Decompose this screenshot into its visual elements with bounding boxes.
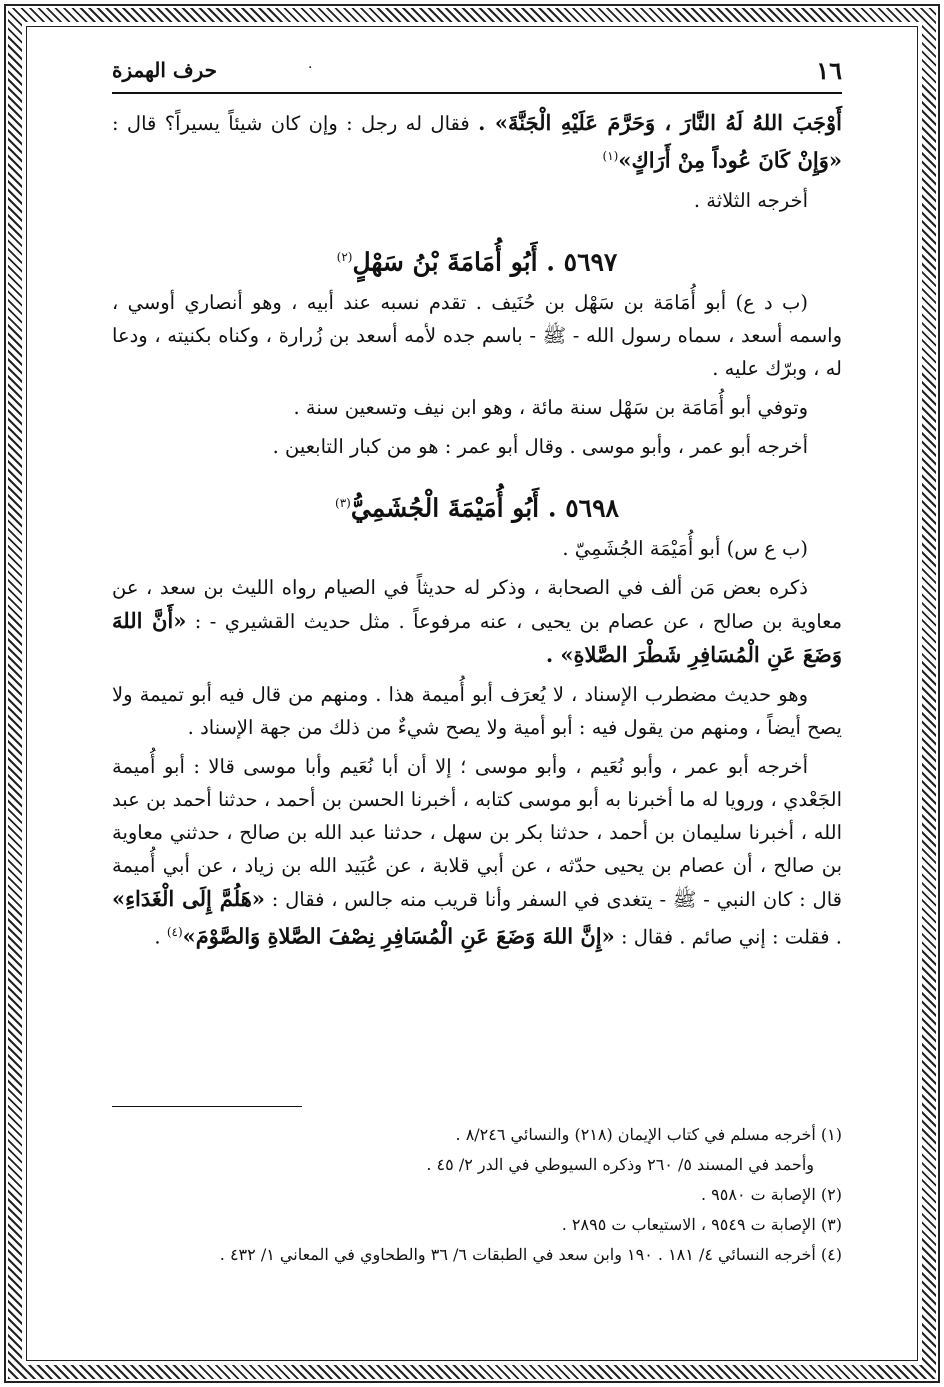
footnotes [112,1120,842,1270]
paragraph-4: وتوفي أبو أُمَامَة بن سَهْل سنة مائة ، وهو ابن نيف وتسعين سنة . [293,395,808,419]
paragraph-3: (ب د ع) أبو أُمَامَة بن سَهْل بن حُنَيف . تقدم نسبه عند أبيه ، وهو أنصاري أوسي ، واسمه أسعد ، سماه رسول الله - ﷺ - باسم جده لأمه أسعد بن زُرارة ، وكناه بكنيته ، ودعا له ، وبرّك عليه . [112,290,842,380]
paragraph-5: أخرجه أبو عمر ، وأبو موسى . وقال أبو عمر : هو من كبار التابعين . [272,434,808,458]
paragraph-text: . [154,925,167,949]
paragraph-text: أخرجه أبو عمر ، وأبو نُعَيم ، وأبو موسى ؛ إلا أن أبا نُعَيم وأبا موسى قالا : أبو أُميمة الجَعْدي ، ورويا له ما أخبرنا به أبو موسى كتابه ، أخبرنا الحسن بن أحمد ، حدثنا أحمد بن عبد الله ، أخبرنا سليمان بن أحمد ، حدثنا بكر بن سهل ، حدثنا عبد الله بن صالح ، حدثني معاوية بن صالح ، أن عصام بن يحيى حدّثه ، عن أبي قلابة ، عن عُبَيد الله بن زياد ، عن أبي أُميمة قال : كان النبي - ﷺ - يتغدى في السفر وأنا قريب منه جالس ، فقال : [112,755,842,912]
footnote-ref: (١) [602,149,619,163]
footnote-1: (١) أخرجه مسلم في كتاب الإيمان (٢١٨) والنسائي ٨/٢٤٦ . [455,1125,842,1144]
footnote-2: (٢) الإصابة ت ٩٥٨٠ . [700,1185,842,1204]
entry-title: ٥٦٩٨ . أَبُو أُمَيْمَةَ الْجُشَمِيُّ [350,493,619,523]
hadith-quote: أَوْجَبَ اللهُ لَهُ النَّارَ ، وَحَرَّمَ عَلَيْهِ الْجَنَّةَ» . [478,110,842,135]
footnote-1-continued: وأحمد في المسند ٥/ ٢٦٠ وذكره السيوطي في الدر ٢/ ٤٥ . [426,1155,814,1174]
paragraph-text: ذكره بعض مَن ألف في الصحابة ، وذكر له حديثاً في الصيام رواه الليث بن سعد ، عن معاوية بن صالح ، عن عصام بن يحيى ، عنه مرفوعاً . مثل حديث القشيري - : [112,576,843,634]
book-page [112,52,842,1342]
footnote-separator [112,1106,302,1107]
footnote-3: (٣) الإصابة ت ٩٥٤٩ ، الاستيعاب ت ٢٨٩٥ . [561,1215,842,1234]
hadith-quote: «أَنَّ اللهَ وَضَعَ عَنِ الْمُسَافِرِ شَطْرَ الصَّلاةِ» . [112,608,842,668]
paragraph-2: أخرجه الثلاثة . [693,188,808,212]
entry-heading-5698 [112,483,842,528]
hadith-quote: «إِنَّ اللهَ وَضَعَ عَنِ الْمُسَافِرِ نِصْفَ الصَّلاةِ وَالصَّوْمَ» [182,923,615,949]
hadith-quote: «هَلُمَّ إِلَى الْغَدَاءِ» [112,886,265,912]
entry-title: ٥٦٩٧ . أَبُو أُمَامَةَ بْنُ سَهْلٍ [352,246,618,276]
paragraph-9 [112,750,842,954]
footnote-4: (٤) أخرجه النسائي ٤/ ١٨١ . ١٩٠ وابن سعد في الطبقات ٦/ ٣٦ والطحاوي في المعاني ١/ ٤٣٢ . [219,1245,842,1264]
page-header [112,52,842,94]
running-title: حرف الهمزة [112,58,218,82]
footnote-ref: (٢) [336,249,353,264]
paragraph-1 [112,106,842,178]
paragraph-7 [112,571,842,672]
paragraph-text: . فقلت : إني صائم . فقال : [614,925,842,949]
footnote-ref: (٣) [335,495,351,510]
paragraph-text: فقال له رجل : وإن كان شيئاً يسيراً؟ قال : [112,112,479,135]
paragraph-8: وهو حديث مضطرب الإسناد ، لا يُعرَف أبو أُميمة هذا . ومنهم من قال فيه أبو تميمة ولا يصح أيضاً ، ومنهم من يقول فيه : أبو أمية ولا يصح شيءٌ من ذلك من جهة الإسناد . [112,683,842,740]
entry-heading-5697 [112,237,842,282]
header-dot: · [308,60,313,76]
footnote-ref: (٤) [166,925,183,940]
paragraph-6: (ب ع س) أبو أُمَيْمَة الجُشَمِيّ . [562,537,808,561]
hadith-quote: «وَإِنْ كَانَ عُوداً مِنْ أَرَاكٍ» [618,147,842,173]
page-number: ١٦ [816,56,842,85]
